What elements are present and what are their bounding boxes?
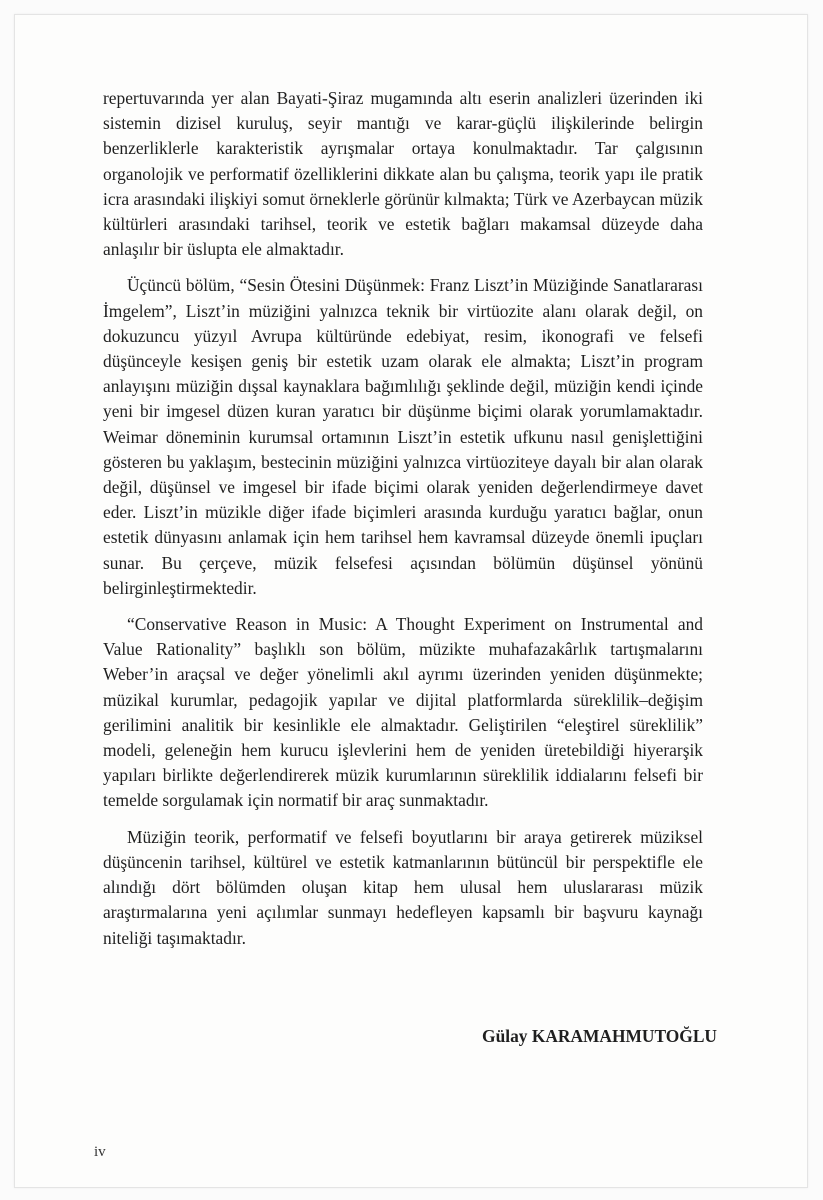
body-text: [103, 86, 703, 962]
page-number: iv: [94, 1144, 106, 1160]
paragraph-3: “Conservative Reason in Music: A Thought Experiment on Instrumental and Value Rationality” başlıklı son bölüm, müzikte muhafazakârlık tartışmalarını Weber’in araçsal ve değer yönelimli akıl ayrımı üzerinden yeniden düşünmekte; müzikal kurumlar, pedagojik yapılar ve dijital platformlarda süreklilik–değişim gerilimini analitik bir kesinlikle ele almaktadır. Geliştirilen “eleştirel süreklilik” modeli, geleneğin hem kurucu işlevlerini hem de yeniden üretebildiği hiyerarşik yapıları birlikte değerlendirerek müzik kurumlarının süreklilik iddialarını felsefi bir temelde sorgulamak için normatif bir araç sunmaktadır.: [103, 614, 703, 811]
paragraph-4: Müziğin teorik, performatif ve felsefi boyutlarını bir araya getirerek müziksel düşüncenin tarihsel, kültürel ve estetik katmanlarının bütüncül bir perspektifle ele alındığı dört bölümden oluşan kitap hem ulusal hem uluslararası müzik araştırmalarına yeni açılımlar sunmayı hedefleyen kapsamlı bir başvuru kaynağı niteliği taşımaktadır.: [103, 826, 703, 948]
paragraph-2: Üçüncü bölüm, “Sesin Ötesini Düşünmek: Franz Liszt’in Müziğinde Sanatlararası İmgelem”, Liszt’in müziğini yalnızca teknik bir virtüozite alanı olarak değil, on dokuzuncu yüzyıl Avrupa kültüründe edebiyat, resim, ikonografi ve felsefi düşünceyle kesişen geniş bir estetik uzam olarak ele almakta; Liszt’in program anlayışını müziğin dışsal kaynaklara bağımlılığı şeklinde değil, müziğin kendi içinde yeni bir imgesel düzen kuran yaratıcı bir düşünme biçimi olarak yorumlamaktadır. Weimar döneminin kurumsal ortamının Liszt’in estetik ufkunu nasıl genişlettiğini gösteren bu yaklaşım, bestecinin müziğini yalnızca virtüoziteye dayalı bir alan olarak değil, düşünsel ve imgesel bir ifade biçimi olarak yeniden değerlendirmeye davet eder. Liszt’in müzikle diğer ifade biçimleri arasında kurduğu yaratıcı bağlar, onun estetik dünyasını anlamak için hem tarihsel hem kavramsal düzeyde önemli ipuçları sunar. Bu çerçeve, müzik felsefesi açısından bölümün düşünsel yönünü belirginleştirmektedir.: [103, 275, 703, 598]
paragraph-1: repertuvarında yer alan Bayati-Şiraz mugamında altı eserin analizleri üzerinden iki sistemin dizisel kuruluş, seyir mantığı ve karar-güçlü ilişkilerinde belirgin benzerliklerle karakteristik ayrışmalar ortaya konulmaktadır. Tar çalgısının organolojik ve performatif özelliklerini dikkate alan bu çalışma, teorik yapı ile pratik icra arasındaki ilişkiyi somut örneklerle görünür kılmakta; Türk ve Azerbaycan müzik kültürleri arasındaki tarihsel, teorik ve estetik bağları makamsal düzeyde daha anlaşılır bir üslupta ele almaktadır.: [103, 88, 703, 260]
author-signature: Gülay KARAMAHMUTOĞLU: [482, 1026, 717, 1046]
